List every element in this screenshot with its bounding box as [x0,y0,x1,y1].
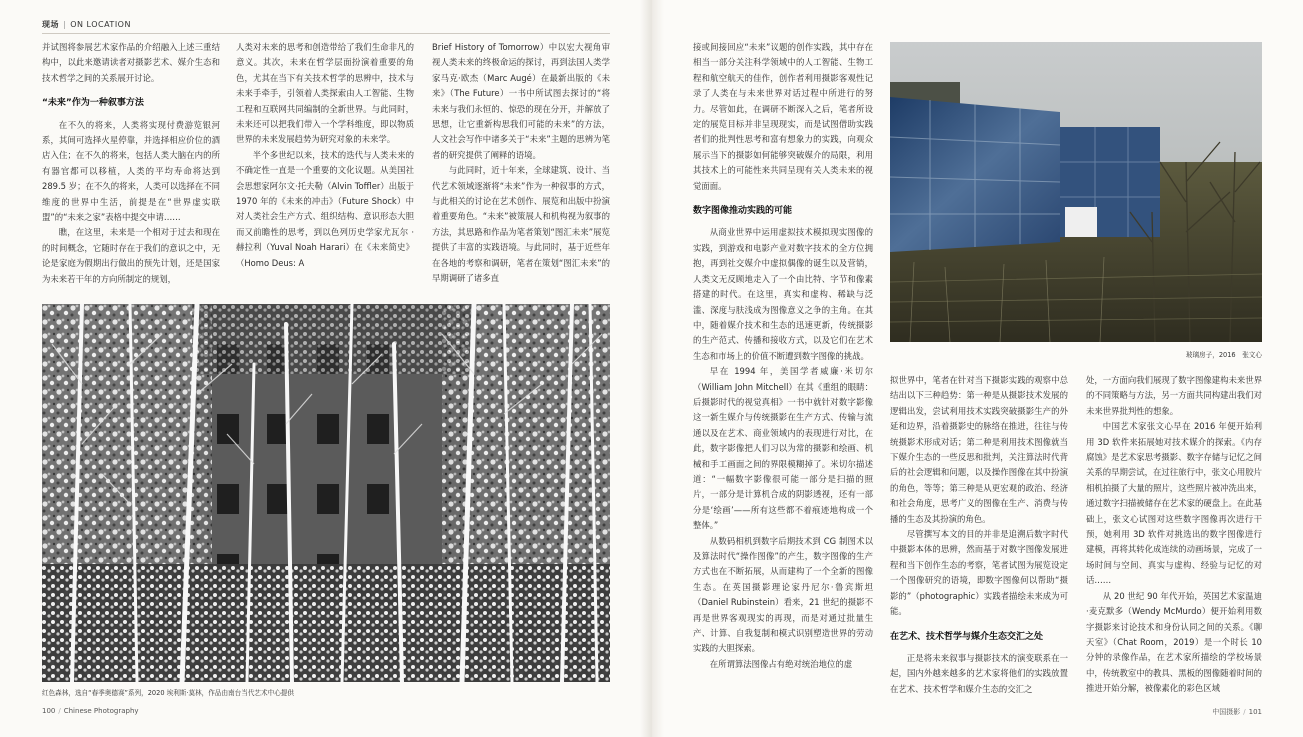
section-subtitle: ON LOCATION [70,20,131,29]
paragraph: 正是将未来叙事与摄影技术的演变联系在一起，国内外越来越多的艺术家将他们的实践放置在艺术、技术哲学和媒介生态的交汇之 [890,652,1068,694]
left-column-3 [432,40,610,287]
paragraph: 中国艺术家张文心早在 2016 年便开始利用 3D 软件来拓展她对技术媒介的探索。《内存腐蚀》是艺术家思考摄影、数字存储与记忆之间关系的早期尝试，在过往旅行中，张文心用胶片相机拍摄了大量的照片，这些照片被冲洗出来，通过数字扫描被储存在艺术家的硬盘上。在此基础上，张文心试图对这些数字图像再次进行干预，她利用 3D 软件对挑选出的数字图像进行建模，再将其转化成连续的动画场景，完成了一场时间与空间、真实与虚构、经验与记忆的对话…… [1086,421,1262,586]
paragraph: 拟世界中，笔者在针对当下摄影实践的观察中总结出以下三种趋势：第一种是从摄影技术发展的逻辑出发，尝试利用技术实践突破摄影生产的外延和边界，沿着摄影史的脉络在推进，往往与传统摄影术形成对话；第二种是利用技术图像就当下媒介生态的一些反思和批判，关注算法时代背后的社会逻辑和问题，以及操作图像在其中扮演的角色，等等；第三种是从更宏观的政治、经济和社会角度，思考广义的图像在生产、消费与传播的生态及其扮演的角色。 [890,375,1068,524]
paragraph: 处，一方面向我们展现了数字图像建构未来世界的不同策略与方法，另一方面共同构建出我们对未来世界批判性的想象。 [1086,375,1262,416]
magazine-name: Chinese Photography [63,707,139,715]
page-number: 100 [42,707,56,715]
paragraph: 尽管撰写本文的目的并非是追溯后数字时代中摄影本体的思辨，然而基于对数字图像发展进程和当下创作生态的考察，笔者试图为展览设定一个图像研究的语境，即数字图像何以帮助“摄影的”（photographic）实践者描绘未来成为可能。 [890,529,1068,617]
page-number: 101 [1248,708,1262,716]
forest-photo-image [42,304,610,682]
spine-gutter [640,0,664,737]
paragraph: 从商业世界中运用虚拟技术模拟现实图像的实践，到游戏和电影产业对数字技术的全方位拥抱，再到社交媒介中虚拟偶像的诞生以及营销，人类文无反顾地走入了一个由比特、字节和像素搭建的时代。在这里，真实和虚构、稀缺与泛滥、深度与肤浅成为图像意义之争的主角。在其中，随着媒介技术和生态的迅速更新，传统摄影的生产范式、传播和接收方式，以及它们在艺术生态和市场上的价值不断遭到数字图像的挑战。 [693,227,873,361]
paragraph: 在不久的将来，人类将实现付费游览银河系，其间可选择火星停靠，并选择相应价位的酒店入住；在不久的将来，包括人类大脑在内的所有器官都可以移植，人类的平均寿命将达到 289.5 岁；在不久的将来，人类可以选择在不同维度的世界中生活，前提是在“世界虚实联盟”的“未来之家”表格中提交申请…… [42,119,220,223]
right-column-2 [890,373,1068,697]
header-rule [42,33,610,34]
paragraph: 人类对未来的思考和创造带给了我们生命非凡的意义。其次，未来在哲学层面扮演着重要的角色，尤其在当下有关技术哲学的思辨中，技术与未来手牵手，引领着人类探索由人工智能、生物工程和互联网共同编制的全新世界。与此同时，未来还可以把我们带入一个学科维度，即以物质世界的未来发展趋势为研究对象的未来学。 [236,42,414,145]
paragraph: 从 20 世纪 90 年代开始，英国艺术家温迪·麦克默多（Wendy McMurdo）便开始利用数字摄影来讨论技术和身份认同之间的关系。《聊天室》（Chat Room，2019）是一个时长 10 分钟的录像作品，在艺术家所描绘的学校场景中，传统教室中的教具、黑板的图像随着时间的推进开始分解，被像素化的彩色区域 [1086,590,1262,694]
left-folio [42,707,139,715]
paragraph: 瞧，在这里，未来是一个相对于过去和现在的时间概念，它随时存在于我们的意识之中，无论是家庭为假期出行做出的预先计划，还是国家为未来若干年的方向所制定的规划， [42,227,220,284]
paragraph: 从数码相机到数字后期技术到 CG 制图术以及算法时代“操作图像”的产生，数字图像的生产方式也在不断拓展，从而建构了一个全新的图像生态。在英国摄影理论家丹尼尔·鲁宾斯坦（Daniel Rubinstein）看来，21 世纪的摄影不再是世界客观现实的再现，而是对通过批量生产、计算、自我复制和模式识别塑造世界的劳动实践的大胆探索。 [693,535,873,654]
right-column-3 [1086,373,1262,697]
glass-house-photo [890,42,1262,342]
right-column-1 [693,40,873,672]
header-divider: | [63,20,67,29]
paragraph: 早在 1994 年，美国学者威廉·米切尔（William John Mitchell）在其《重组的眼睛：后摄影时代的视觉真相》一书中就针对数字影像这一新生媒介与传统摄影在生产方式、传输与流通以及在艺术、商业领域内的表现进行对比，在此，数字影像把人们习以为常的摄影和绘画、机械和手工画面之间的界限模糊掉了。米切尔描述道：“一幅数字影像很可能一部分是扫描的照片，一部分是计算机合成的阴影透视，还有一部分是‘绘画’——所有这些都不着痕迹地构成一个整体。” [693,366,873,531]
paragraph: 在所谓算法图像占有绝对统治地位的虚 [709,658,853,669]
section-heading: 数字图像推动实践的可能 [693,206,793,217]
paragraph: 半个多世纪以来，技术的迭代与人类未来的不确定性一直是一个重要的文化议题。从美国社会思想家阿尔文·托夫勒（Alvin Toffler）出版于 1970 年的《未来的冲击》（Future Shock）中对人类社会生产方式、组织结构、意识形态大胆而又前瞻性的思考，到以色列历史学家尤瓦尔 · 赫拉利（Yuval Noah Harari）在《未来简史》（Homo Deus: A [236,149,414,268]
glass-house-photo-caption: 玻璃房子，2016 张文心 [1185,351,1262,359]
forest-photo [42,304,610,682]
forest-photo-caption: 红色森林，选自“春季奥德赛”系列，2020 埃利斯·莫林，作品由南台当代艺术中心提供 [42,689,294,697]
paragraph: Brief History of Tomorrow）中以宏大视角审视人类未来的终极命运的探讨，再到法国人类学家马克·欧杰（Marc Augé）在最新出版的《未来》（The Future）一书中所试图去探讨的“将未来与我们永恒的、惊恐的现在分开，并解放了思想，让它重新构思我们可能的未来”的方法，人文社会写作中诸多关于“未来”主题的思辨为笔者的研究提供了阐释的语境。 [432,42,610,160]
paragraph: 接或间接回应“未来”议题的创作实践，其中存在相当一部分关注科学领域中的人工智能、生物工程和航空航天的佳作，创作者利用摄影客观性记录了人类在与未来世界对话过程中所进行的努力。尽管如此，在调研不断深入之后，笔者所设定的展览目标并非呈现现实，而是试图借助实践者们的批判性思考和富有想象力的实践，向观众展示当下的摄影如何能够突破媒介的局限，利用其技术上的可能性来共同呈现有关人类未来的视觉面面。 [693,42,873,191]
section-heading: “未来”作为一种叙事方法 [42,98,144,109]
left-column-1 [42,40,220,287]
section-header [42,19,131,30]
right-folio [1185,707,1262,717]
magazine-name: 中国摄影 [1212,708,1241,716]
paragraph: 与此同时，近十年来，全球建筑、设计、当代艺术领域逐渐将“未来”作为一种叙事的方式，与此相关的讨论在艺术创作、展览和出版中扮演着重要角色。“未来”被策展人和机构视为叙事的方法，其思路和作品为笔者策划“图汇未来”展览提供了丰富的实践语境。与此同时，基于近些年在各地的考察和调研，笔者在策划“图汇未来”的早期调研了诸多直 [432,165,610,284]
left-column-2 [236,40,414,271]
section-heading: 在艺术、技术哲学与媒介生态交汇之处 [890,631,1044,642]
glass-house-photo-image [890,42,1262,342]
paragraph: 并试图将参展艺术家作品的介绍融入上述三重结构中，以此来邀请读者对摄影艺术、媒介生态和技术哲学之间的关系展开讨论。 [42,42,220,83]
folio-divider: / [58,707,61,715]
section-title: 现场 [42,20,59,29]
folio-divider: / [1243,708,1246,716]
